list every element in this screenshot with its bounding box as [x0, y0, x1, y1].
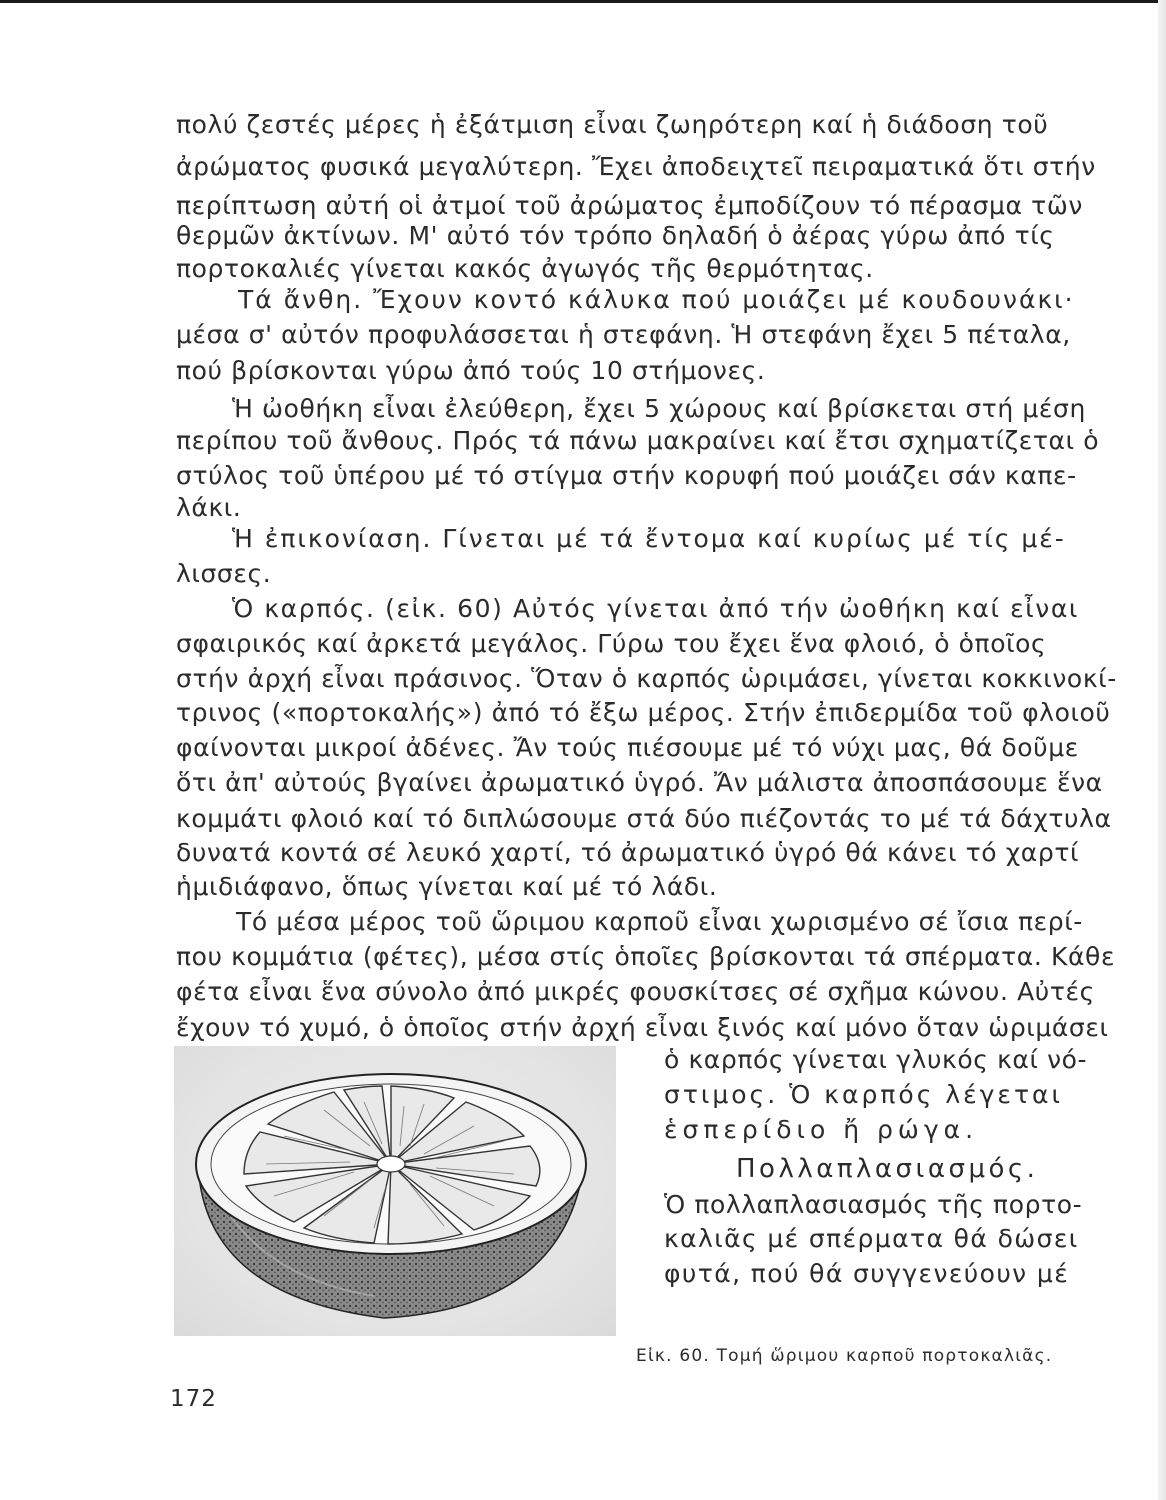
side-text-line: Ὁ πολλαπλασιασμός τῆς πορτο-: [664, 1190, 1083, 1219]
text-line: στήν ἀρχή εἶναι πράσινος. Ὅταν ὁ καρπός ὡριμάσει, γίνεται κοκκινοκί-: [176, 664, 1117, 693]
text-line: Τό μέσα μέρος τοῦ ὥριμου καρποῦ εἶναι χωρισμένο σέ ἴσια περί-: [236, 907, 1083, 936]
text-line: περίπου τοῦ ἄνθους. Πρός τά πάνω μακραίνει καί ἔτσι σχηματίζεται ὁ: [176, 426, 1100, 455]
orange-cross-section-illustration: [174, 1046, 616, 1336]
text-line: που κομμάτια (φέτες), μέσα στίς ὁποῖες βρίσκονται τά σπέρματα. Κάθε: [176, 942, 1116, 971]
text-line: τρινος («πορτοκαλής») ἀπό τό ἔξω μέρος. Στήν ἐπιδερμίδα τοῦ φλοιοῦ: [176, 698, 1111, 727]
text-line: ἡμιδιάφανο, ὅπως γίνεται καί μέ τό λάδι.: [176, 872, 718, 901]
text-line: ἔχουν τό χυμό, ὁ ὁποῖος στήν ἀρχή εἶναι ξινός καί μόνο ὅταν ὡριμάσει: [176, 1013, 1109, 1042]
page-number: 172: [170, 1386, 217, 1412]
text-line: πολύ ζεστές μέρες ἡ ἐξάτμιση εἶναι ζωηρότερη καί ἡ διάδοση τοῦ: [176, 110, 1049, 139]
side-text-line: καλιᾶς μέ σπέρματα θά δώσει: [664, 1224, 1079, 1253]
text-line: πορτοκαλιές γίνεται κακός ἀγωγός τῆς θερμότητας.: [176, 254, 874, 283]
text-line: μέσα σ' αὐτόν προφυλάσσεται ἡ στεφάνη. Ἡ στεφάνη ἔχει 5 πέταλα,: [176, 320, 1071, 349]
side-text-line: στιμος. Ὁ καρπός λέγεται: [664, 1080, 1063, 1109]
text-line: φέτα εἶναι ἕνα σύνολο ἀπό μικρές φουσκίτσες σέ σχῆμα κώνου. Αὐτές: [176, 977, 1095, 1006]
text-line: κομμάτι φλοιό καί τό διπλώσουμε στά δύο πιέζοντάς το μέ τά δάχτυλα: [176, 804, 1112, 833]
text-line: λισσες.: [176, 559, 272, 588]
text-line: ὅτι ἀπ' αὐτούς βγαίνει ἀρωματικό ὑγρό. Ἄν μάλιστα ἀποσπάσουμε ἕνα: [176, 768, 1103, 797]
section-heading-pollination: Ἡ ἐπικονίαση. Γίνεται μέ τά ἔντομα καί κυρίως μέ τίς μέ-: [232, 524, 1066, 553]
side-text-line: ὁ καρπός γίνεται γλυκός καί νό-: [664, 1045, 1088, 1074]
text-line: δυνατά κοντά σέ λευκό χαρτί, τό ἀρωματικό ὑγρό θά κάνει τό χαρτί: [176, 838, 1080, 867]
text-line: περίπτωση αὐτή οἱ ἀτμοί τοῦ ἀρώματος ἐμποδίζουν τό πέρασμα τῶν: [176, 191, 1083, 220]
text-line: πού βρίσκονται γύρω ἀπό τούς 10 στήμονες.: [176, 356, 766, 385]
section-heading-flowers: Τά ἄνθη. Ἔχουν κοντό κάλυκα πού μοιάζει μέ κουδουνάκι·: [238, 285, 1075, 314]
section-heading-propagation: Πολλαπλασιασμός.: [736, 1154, 1039, 1184]
text-line: θερμῶν ἀκτίνων. Μ' αὐτό τόν τρόπο δηλαδή ὁ ἀέρας γύρω ἀπό τίς: [176, 221, 1055, 250]
side-text-line: φυτά, πού θά συγγενεύουν μέ: [664, 1259, 1070, 1288]
text-line: φαίνονται μικροί ἀδένες. Ἄν τούς πιέσουμε μέ τό νύχι μας, θά δοῦμε: [176, 733, 1079, 762]
text-line: στύλος τοῦ ὑπέρου μέ τό στίγμα στήν κορυφή πού μοιάζει σάν καπε-: [176, 461, 1077, 490]
section-heading-fruit: Ὁ καρπός. (εἰκ. 60) Αὐτός γίνεται ἀπό τήν ὠοθήκη καί εἶναι: [232, 594, 1079, 623]
figure-caption: Εἰκ. 60. Τομή ὥριμου καρποῦ πορτοκαλιᾶς.: [636, 1346, 1053, 1366]
text-line: σφαιρικός καί ἀρκετά μεγάλος. Γύρω του ἔχει ἕνα φλοιό, ὁ ὁποῖος: [176, 629, 1047, 658]
text-line: λάκι.: [176, 493, 242, 522]
text-line: Ἡ ὠοθήκη εἶναι ἐλεύθερη, ἔχει 5 χώρους καί βρίσκεται στή μέση: [232, 394, 1086, 423]
text-line: ἀρώματος φυσικά μεγαλύτερη. Ἔχει ἀποδειχτεῖ πειραματικά ὅτι στήν: [176, 152, 1096, 181]
side-text-line: ἑσπερίδιο ἤ ρώγα.: [664, 1115, 979, 1144]
